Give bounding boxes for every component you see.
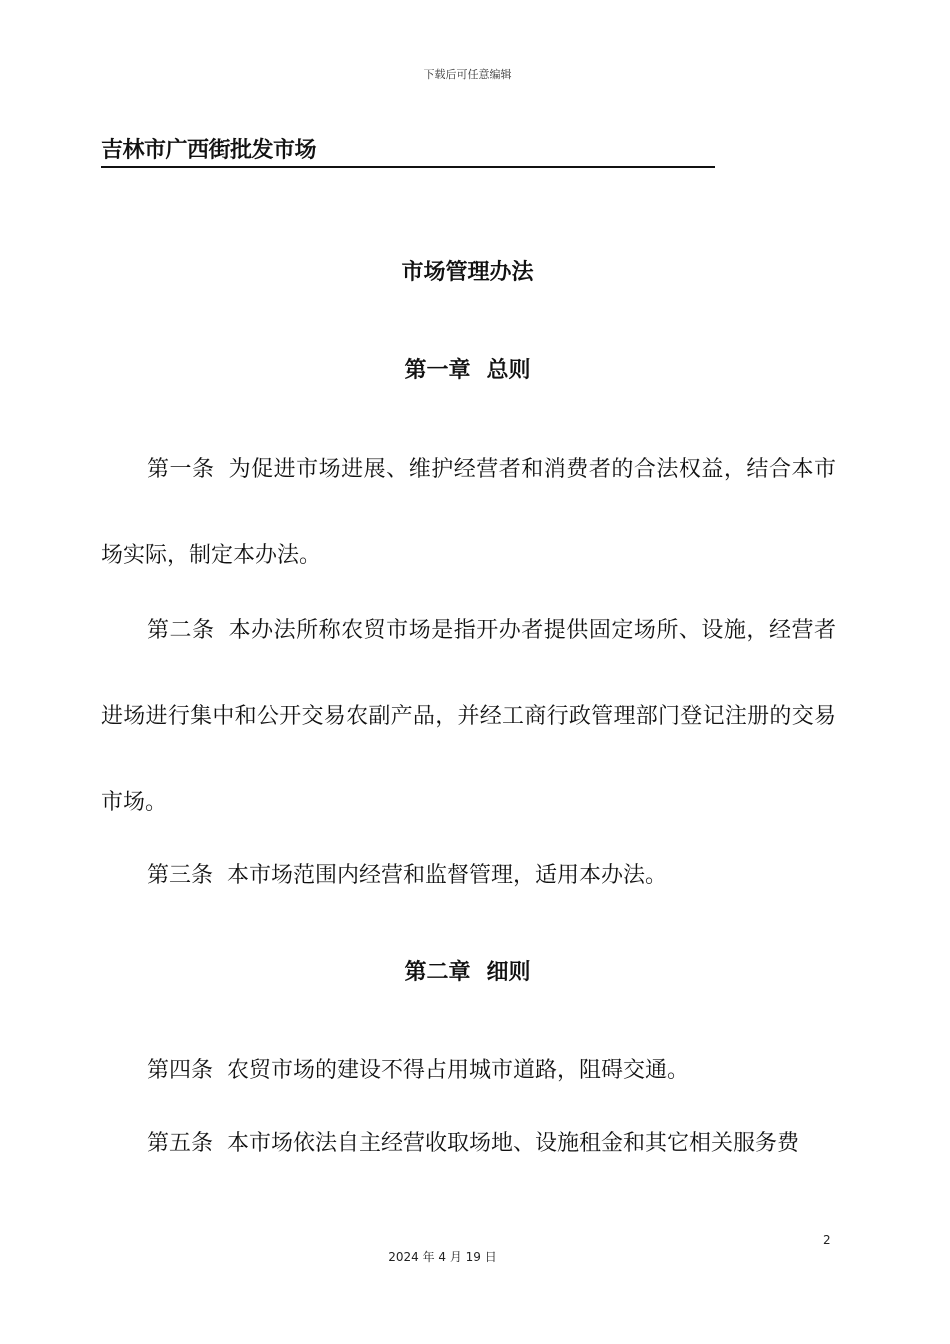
article-paragraph bbox=[101, 427, 836, 599]
article-text: 本办法所称农贸市场是指开办者提供固定场所、设施，经营者进场进行集中和公开交易农副产品，并经工商行政管理部门登记注册的交易市场。 bbox=[101, 618, 836, 815]
article-text: 农贸市场的建设不得占用城市道路，阻碍交通。 bbox=[227, 1058, 690, 1083]
article-number: 第一条 bbox=[147, 457, 215, 482]
footer-date: 2024 年 4 月 19 日 bbox=[388, 1250, 497, 1264]
article-number: 第五条 bbox=[147, 1131, 214, 1156]
page-number: 2 bbox=[823, 1233, 831, 1247]
chapter-heading bbox=[0, 355, 935, 387]
chapter-name: 细则 bbox=[486, 960, 531, 985]
article-text: 本市场范围内经营和监督管理，适用本办法。 bbox=[227, 863, 668, 888]
chapter-number: 第二章 bbox=[404, 960, 471, 985]
article-paragraph bbox=[101, 1101, 836, 1187]
chapter-heading bbox=[0, 957, 935, 989]
article-number: 第四条 bbox=[147, 1058, 214, 1083]
document-title: 市场管理办法 bbox=[401, 260, 534, 285]
organization-title: 吉林市广西街批发市场 bbox=[101, 136, 715, 168]
header-note: 下载后可任意编辑 bbox=[423, 68, 512, 81]
article-number: 第三条 bbox=[147, 863, 214, 888]
chapter-number: 第一章 bbox=[404, 358, 471, 383]
chapter-name: 总则 bbox=[486, 358, 531, 383]
article-paragraph bbox=[101, 588, 836, 846]
article-text: 本市场依法自主经营收取场地、设施租金和其它相关服务费 bbox=[227, 1131, 800, 1156]
article-text: 为促进市场进展、维护经营者和消费者的合法权益，结合本市场实际，制定本办法。 bbox=[101, 457, 836, 568]
article-paragraph bbox=[101, 833, 836, 919]
article-number: 第二条 bbox=[147, 618, 215, 643]
